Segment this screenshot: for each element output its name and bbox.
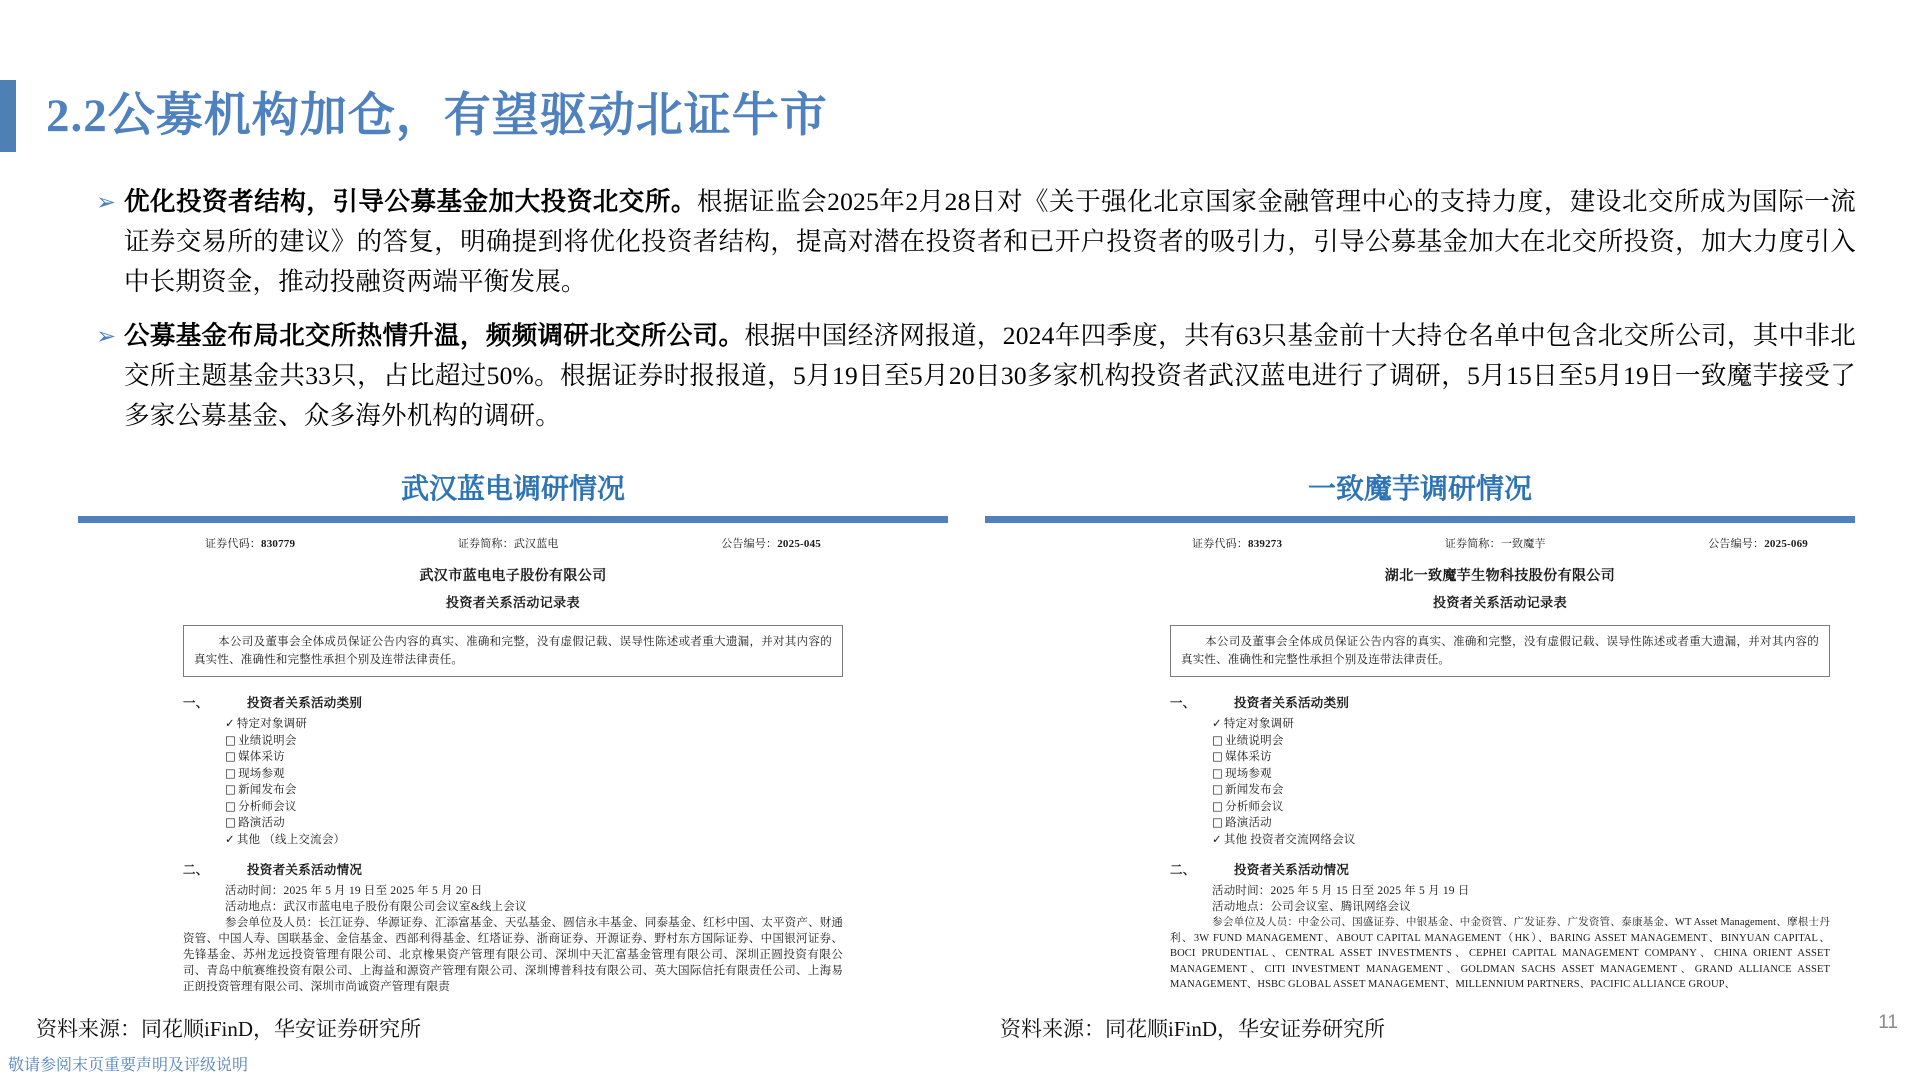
doc-checklist: [1170, 716, 1830, 848]
bullet-list: [96, 182, 1856, 450]
checklist-label: 其他 （线上交流会）: [236, 833, 346, 846]
checklist-label: 特定对象调研: [1223, 718, 1295, 730]
checklist-label: 新闻发布会: [238, 784, 297, 796]
checkbox-icon: □: [1212, 782, 1224, 796]
doc-company-name: 武汉市蓝电电子股份有限公司: [419, 569, 607, 584]
doc-code-line: [1170, 535, 1830, 551]
bullet-lead: 优化投资者结构，引导公募基金加大投资北交所。: [124, 187, 697, 216]
checkbox-icon: ✓: [225, 716, 235, 730]
bullet-arrow-icon: ➢: [96, 322, 117, 350]
footer-disclaimer: 敬请参阅末页重要声明及评级说明: [8, 1057, 249, 1074]
doc-subtitle: 投资者关系活动记录表: [445, 595, 580, 610]
checklist-label: 媒体采访: [238, 751, 285, 763]
checkbox-icon: □: [225, 815, 237, 829]
doc-notice-number: 公告编号：2025-045: [721, 538, 821, 550]
checkbox-icon: □: [1212, 732, 1224, 747]
checklist-item[interactable]: [1212, 782, 1830, 799]
checkbox-icon: □: [225, 798, 237, 813]
checkbox-icon: □: [225, 749, 237, 763]
panel-heading: 武汉蓝电调研情况: [400, 474, 625, 505]
checklist-item[interactable]: [225, 716, 843, 733]
checklist-item[interactable]: [1212, 799, 1830, 816]
checklist-label: 媒体采访: [1225, 751, 1272, 763]
doc-attendees: 参会单位及人员：中金公司、国盛证券、中银基金、中金资管、广发证券、广发资管、泰康基金、WT Asset Management、摩根士丹利、3W FUND MANAGEMENT、ABOUT CAPITAL MANAGEMENT（HK）、BARING ASSET MANAGEMENT、BINYUAN CAPITAL、BOCI PRUDENTIAL、CENTRAL ASSET INVESTMENTS、CEPHEI CAPITAL MANAGEMENT COMPANY、CHINA ORIENT ASSET MANAGEMENT、CITI INVESTMENT MANAGEMENT、GOLDMAN SACHS ASSET MANAGEMENT、GRAND ALLIANCE ASSET MANAGEMENT、HSBC GLOBAL ASSET MANAGEMENT、MILLENNIUM PARTNERS、PACIFIC ALLIANCE GROUP、: [1170, 917, 1830, 990]
title-accent-bar: [0, 80, 16, 152]
checklist-item[interactable]: [225, 766, 843, 783]
panel-rule: [985, 516, 1855, 523]
checklist-label: 其他 投资者交流网络会议: [1223, 833, 1356, 846]
panel-yizhi-moyu: [985, 470, 1855, 990]
source-left: 资料来源：同花顺iFinD，华安证券研究所: [36, 1017, 422, 1041]
checklist-item[interactable]: [1212, 716, 1830, 733]
doc-activity-time: 活动时间：2025 年 5 月 15 日至 2025 年 5 月 19 日: [1212, 885, 1470, 897]
source-right: 资料来源：同花顺iFinD，华安证券研究所: [1000, 1017, 1386, 1041]
panel-container: [0, 470, 1920, 1070]
checklist-label: 路演活动: [1225, 817, 1272, 829]
bullet-lead: 公募基金布局北交所热情升温，频频调研北交所公司。: [124, 321, 745, 350]
checklist-item[interactable]: [225, 733, 843, 750]
checkbox-icon: □: [1212, 815, 1224, 829]
checklist-label: 现场参观: [1225, 767, 1272, 780]
panel-rule: [78, 516, 948, 523]
checklist-item[interactable]: [1212, 733, 1830, 750]
checklist-item[interactable]: [225, 799, 843, 816]
checklist-item[interactable]: [1212, 815, 1830, 832]
doc-security-code: 证券代码：839273: [1192, 538, 1283, 550]
bullet-arrow-icon: ➢: [96, 188, 117, 216]
doc-notice-box: 本公司及董事会全体成员保证公告内容的真实、准确和完整，没有虚假记载、误导性陈述或者重大遗漏，并对其内容的真实性、准确性和完整性承担个别及连带法律责任。: [183, 625, 843, 677]
doc-checklist: [183, 716, 843, 848]
checkbox-icon: □: [1212, 798, 1224, 813]
checklist-item[interactable]: [225, 749, 843, 766]
doc-activity-place: 活动地点：公司会议室、腾讯网络会议: [1212, 901, 1411, 913]
doc-security-abbr: 证券简称：武汉蓝电: [457, 538, 559, 550]
page-title: 2.2公募机构加仓，有望驱动北证牛市: [46, 89, 828, 142]
doc-activity-place: 活动地点：武汉市蓝电电子股份有限公司会议室&线上会议: [225, 901, 527, 913]
checklist-item[interactable]: [225, 782, 843, 799]
panel-heading: 一致魔芋调研情况: [1307, 474, 1532, 505]
doc-code-line: [183, 535, 843, 551]
document-facsimile: [78, 523, 948, 993]
checklist-label: 路演活动: [238, 817, 285, 829]
doc-attendees: 参会单位及人员：长江证券、华源证券、汇添富基金、天弘基金、圆信永丰基金、同泰基金、红杉中国、太平资产、财通资管、中国人寿、国联基金、金信基金、西部利得基金、红塔证券、浙商证券、开源证券、野村东方国际证券、中国银河证券、先锋基金、苏州龙远投资管理有限公司、北京橡果资产管理有限公司、深圳中天汇富基金管理有限公司、深圳正圆投资有限公司、青岛中航赛维投资有限公司、上海益和源资产管理有限公司、深圳博普科技有限公司、英大国际信托有限责任公司、上海易正朗投资管理有限公司、深圳市尚诚资产管理有限责: [183, 917, 843, 993]
checklist-label: 分析师会议: [1225, 800, 1284, 813]
doc-activity-time: 活动时间：2025 年 5 月 19 日至 2025 年 5 月 20 日: [225, 885, 483, 897]
checklist-item[interactable]: [1212, 749, 1830, 766]
checkbox-icon: ✓: [225, 831, 235, 846]
checklist-item[interactable]: [225, 815, 843, 832]
bullet-item: [96, 182, 1856, 302]
checklist-label: 业绩说明会: [238, 734, 297, 747]
bullet-body: 根据证监会2025年2月28日对《关于强化北京国家金融管理中心的支持力度，建设北交所成为国际一流证券交易所的建议》的答复，明确提到将优化投资者结构，提高对潜在投资者和已开户投资者的吸引力，引导公募基金加大在北交所投资，加大力度引入中长期资金，推动投融资两端平衡发展。: [124, 187, 1856, 296]
bullet-text: [124, 316, 1856, 436]
checkbox-icon: □: [225, 732, 237, 747]
checklist-label: 分析师会议: [238, 800, 297, 813]
checkbox-icon: □: [1212, 749, 1224, 763]
checklist-label: 特定对象调研: [236, 718, 308, 730]
checklist-item[interactable]: [1212, 832, 1830, 849]
doc-section-2-title: 二、 投资者关系活动情况: [183, 863, 363, 877]
slide-title-row: [0, 80, 828, 152]
checklist-item[interactable]: [225, 832, 843, 849]
doc-section-2-title: 二、 投资者关系活动情况: [1170, 863, 1350, 877]
doc-notice-box: 本公司及董事会全体成员保证公告内容的真实、准确和完整，没有虚假记载、误导性陈述或者重大遗漏，并对其内容的真实性、准确性和完整性承担个别及连带法律责任。: [1170, 625, 1830, 677]
checklist-label: 业绩说明会: [1225, 734, 1284, 747]
checklist-item[interactable]: [1212, 766, 1830, 783]
doc-security-code: 证券代码：830779: [205, 538, 296, 550]
bullet-body: 根据中国经济网报道，2024年四季度，共有63只基金前十大持仓名单中包含北交所公司，其中非北交所主题基金共33只，占比超过50%。根据证券时报报道，5月19日至5月20日30多家机构投资者武汉蓝电进行了调研，5月15日至5月19日一致魔芋接受了多家公募基金、众多海外机构的调研。: [124, 321, 1856, 430]
bullet-item: [96, 316, 1856, 436]
doc-section-1-title: 一、 投资者关系活动类别: [1170, 696, 1350, 710]
doc-security-abbr: 证券简称：一致魔芋: [1444, 538, 1546, 550]
doc-company-name: 湖北一致魔芋生物科技股份有限公司: [1384, 569, 1616, 584]
doc-notice-number: 公告编号：2025-069: [1708, 538, 1808, 550]
doc-section-1-title: 一、 投资者关系活动类别: [183, 696, 363, 710]
checkbox-icon: □: [225, 782, 237, 796]
document-facsimile: [985, 523, 1855, 990]
bullet-text: [124, 182, 1856, 302]
checklist-label: 现场参观: [238, 767, 285, 780]
checkbox-icon: □: [225, 765, 237, 780]
page-number: 11: [1878, 1012, 1898, 1033]
checklist-label: 新闻发布会: [1225, 784, 1284, 796]
doc-subtitle: 投资者关系活动记录表: [1432, 595, 1567, 610]
panel-wuhan-landian: [78, 470, 948, 993]
checkbox-icon: ✓: [1212, 716, 1222, 730]
checkbox-icon: ✓: [1212, 831, 1222, 846]
checkbox-icon: □: [1212, 765, 1224, 780]
